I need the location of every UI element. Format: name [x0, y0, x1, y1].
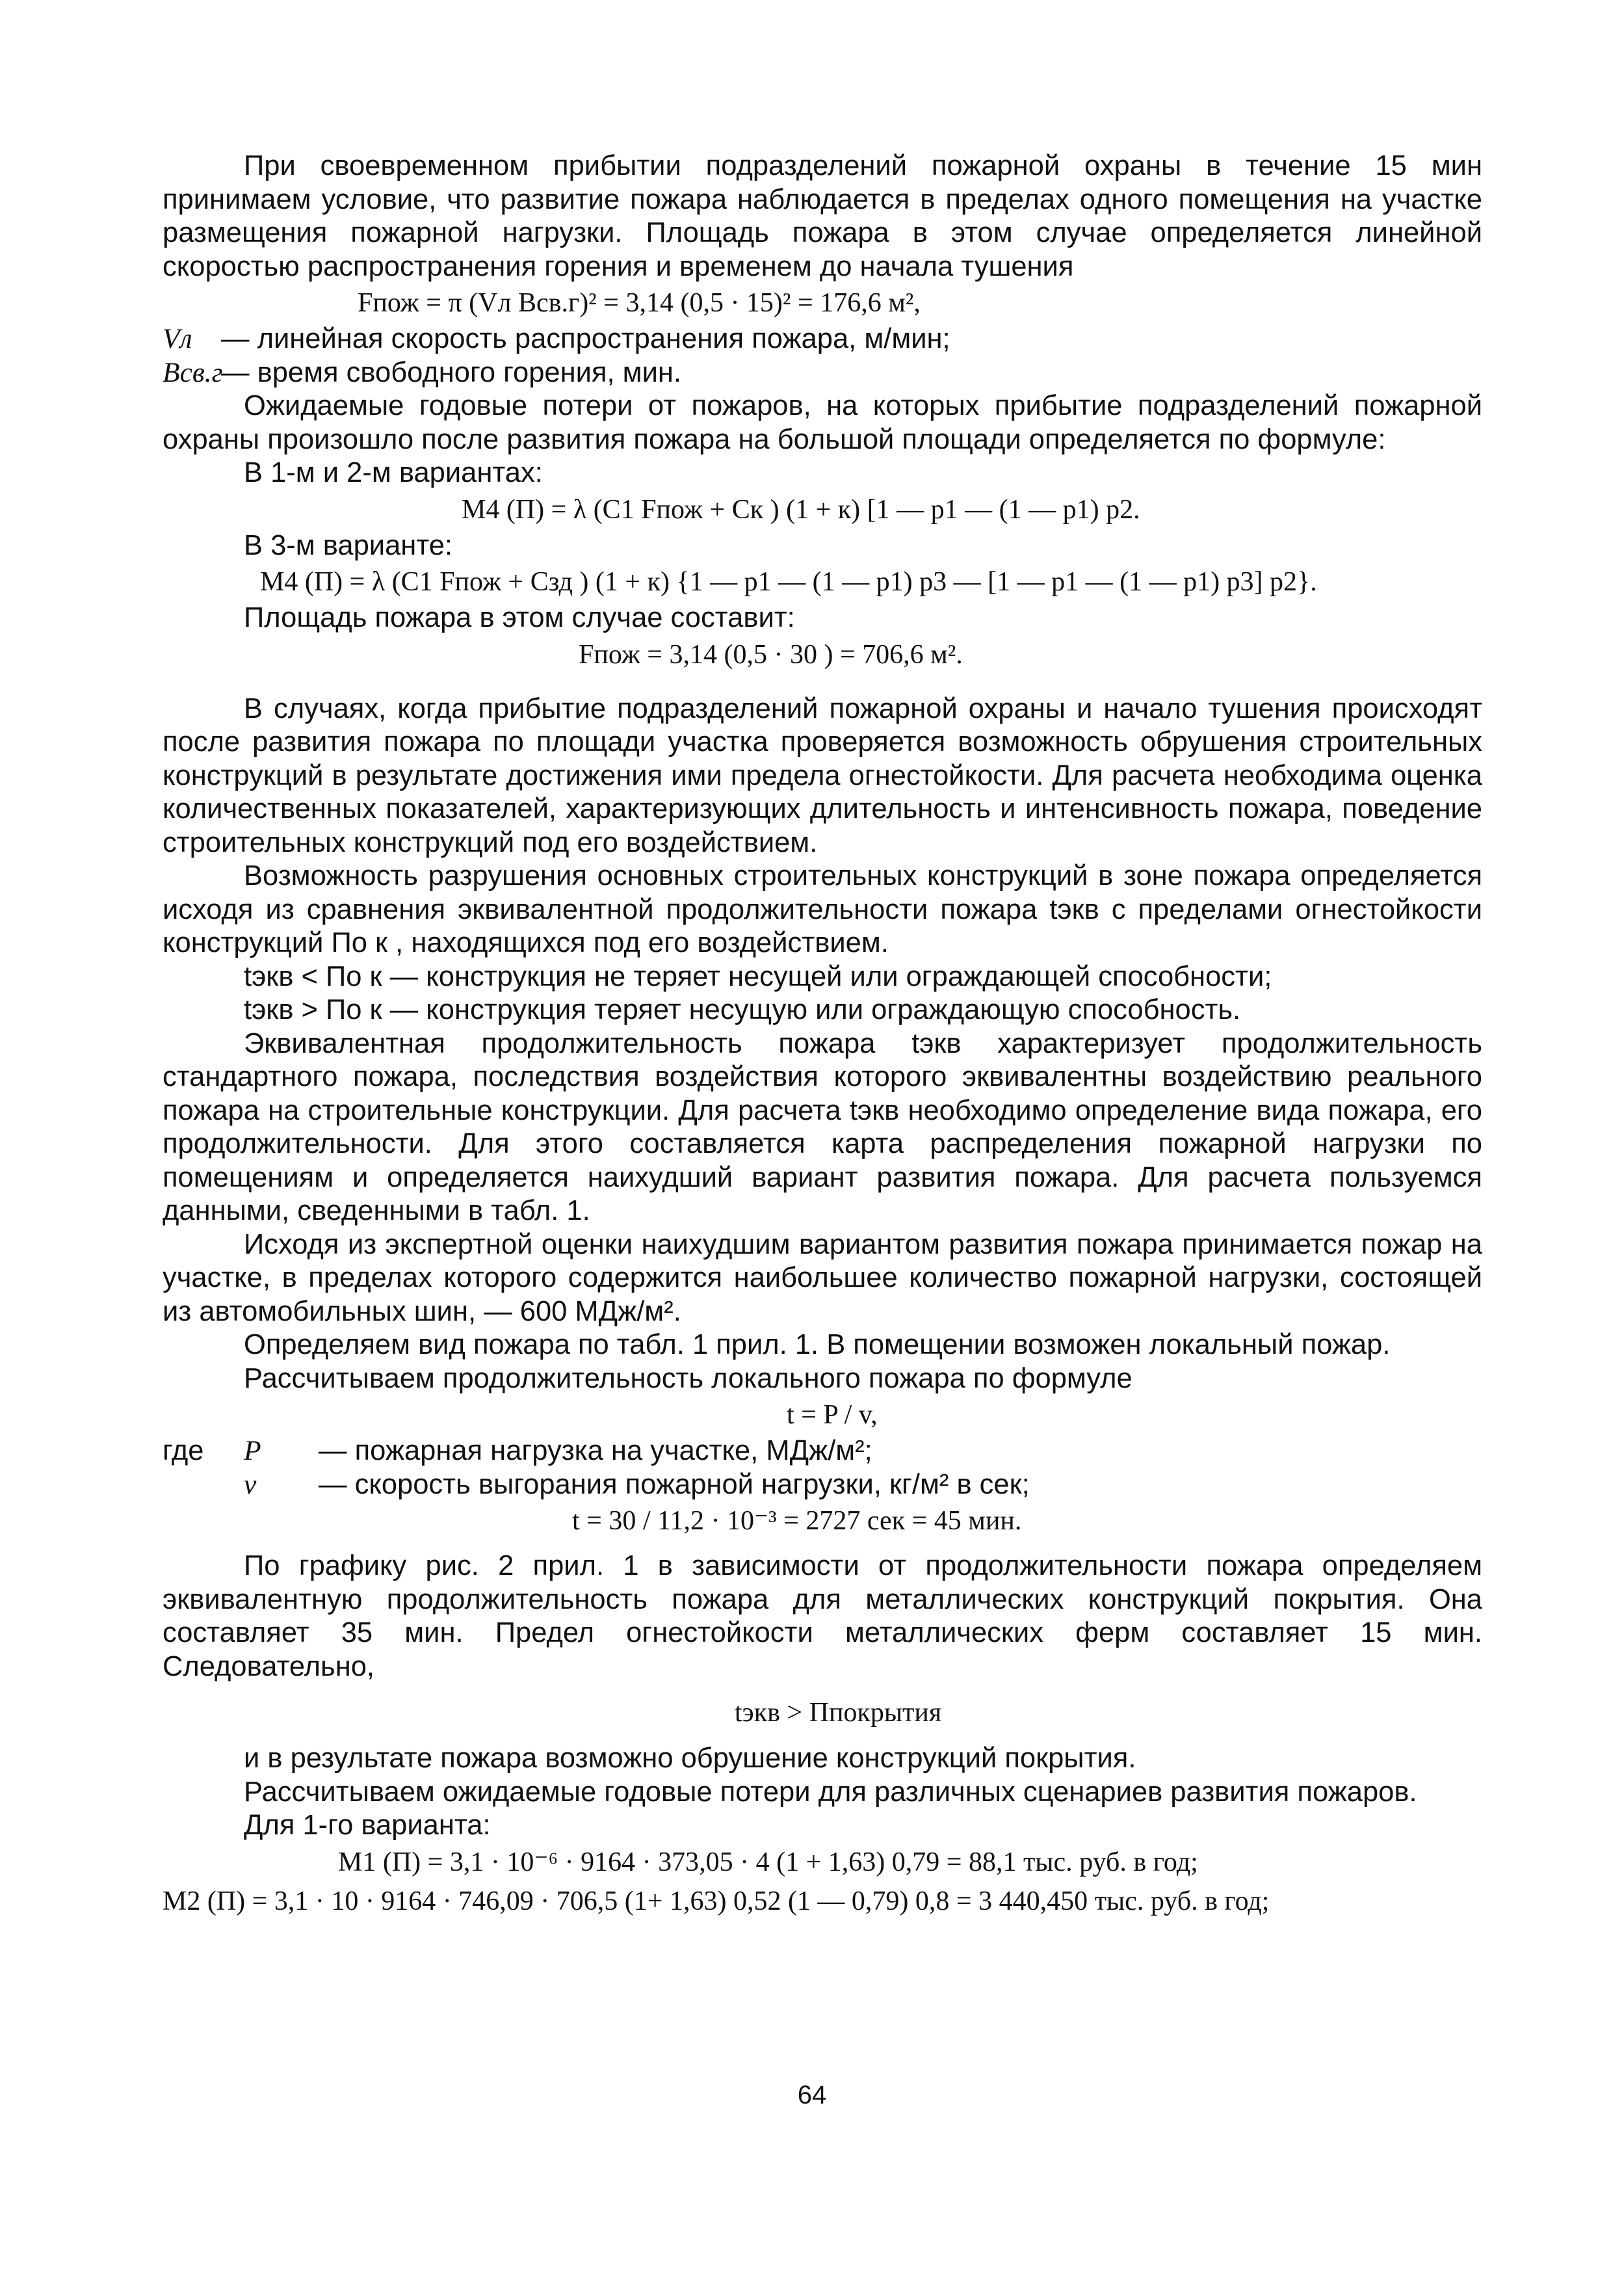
condition-lose: tэкв > По к — конструкция теряет несущую или ограждающую способность. [244, 994, 1241, 1025]
paragraph-destruction-possibility: Возможность разрушения основных строительных конструкций в зоне пожара определяется исходя из сравнения эквивалентной продолжительности пожара tэкв с пределами огнестойкости конструкций По к , находящихся под его воздействием. [163, 860, 1482, 958]
symbol-vl: Vл [163, 323, 192, 354]
definition-bsv-text: — время свободного горения, мин. [221, 356, 681, 388]
document-page [163, 150, 1482, 1921]
symbol-bsv: Всв.г [163, 356, 223, 388]
paragraph-collapse-result: и в результате пожара возможно обрушение конструкций покрытия. [244, 1743, 1136, 1774]
paragraph-variant-1: Для 1-го варианта: [244, 1810, 491, 1841]
symbol-p: P [244, 1435, 261, 1466]
paragraph-fire-area-intro: При своевременном прибытии подразделений пожарной охраны в течение 15 мин принимаем условие, что развитие пожара наблюдается в пределах одного помещения на участке размещения пожарной нагрузки. Площадь пожара в этом случае определяется линейной скоростью распространения горения и временем до начала тушения [163, 150, 1482, 282]
where-v-text: — скорость выгорания пожарной нагрузки, кг/м² в сек; [319, 1468, 1030, 1500]
paragraph-collapse-check: В случаях, когда прибытие подразделений пожарной охраны и начало тушения происходят после развития пожара по площади участка проверяется возможность обрушения строительных конструкций в результате достижения ими предела огнестойкости. Для расчета необходима оценка количественных показателей, характеризующих длительность и интенсивность пожара, поведение строительных конструкций под его воздействием. [163, 693, 1482, 858]
formula-fire-area-1: Fпож = π (Vл Всв.г)² = 3,14 (0,5 · 15)² = 176,6 м², [358, 288, 921, 318]
formula-duration: t = P / v, [787, 1400, 878, 1430]
paragraph-local-fire-duration: Рассчитываем продолжительность локального пожара по формуле [244, 1362, 1133, 1394]
formula-fire-area-2: Fпож = 3,14 (0,5 · 30 ) = 706,6 м². [579, 639, 963, 670]
where-label: где [163, 1435, 204, 1466]
formula-m2: M2 (П) = 3,1 · 10 · 9164 · 746,09 · 706,5 (1+ 1,63) 0,52 (1 — 0,79) 0,8 = 3 440,450 тыс. руб. в год; [163, 1886, 1270, 1916]
paragraph-expected-losses: Ожидаемые годовые потери от пожаров, на которых прибытие подразделений пожарной охраны произошло после развития пожара на большой площади определяется по формуле: [163, 390, 1482, 455]
definition-bsv [163, 356, 1482, 390]
formula-m4-variants-1-2: M4 (П) = λ (C1 Fпож + Cк ) (1 + к) [1 — p1 — (1 — p1) p2. [462, 494, 1140, 525]
paragraph-fire-type: Определяем вид пожара по табл. 1 прил. 1. В помещении возможен локальный пожар. [244, 1329, 1391, 1360]
where-v [163, 1468, 1482, 1502]
formula-m1: M1 (П) = 3,1 · 10⁻⁶ · 9164 · 373,05 · 4 (1 + 1,63) 0,79 = 88,1 тыс. руб. в год; [338, 1847, 1198, 1877]
paragraph-area-result: Площадь пожара в этом случае составит: [244, 602, 795, 633]
formula-comparison: tэкв > Ппокрытия [735, 1698, 942, 1728]
paragraph-variants-1-2: В 1-м и 2-м вариантах: [244, 457, 543, 488]
page-number: 64 [797, 2081, 827, 2109]
where-p-text: — пожарная нагрузка на участке, МДж/м²; [319, 1435, 872, 1466]
symbol-v: v [244, 1468, 257, 1500]
definition-vl-text: — линейная скорость распространения пожара, м/мин; [221, 323, 950, 354]
paragraph-expected-losses-scenarios: Рассчитываем ожидаемые годовые потери для различных сценариев развития пожаров. [244, 1776, 1417, 1808]
paragraph-expert-estimate: Исходя из экспертной оценки наихудшим вариантом развития пожара принимается пожар на участке, в пределах которого содержится наибольшее количество пожарной нагрузки, состоящей из автомобильных шин, — 600 МДж/м². [163, 1228, 1482, 1327]
definition-vl [163, 323, 1482, 356]
formula-duration-result: t = 30 / 11,2 · 10⁻³ = 2727 сек = 45 мин. [572, 1506, 1022, 1536]
condition-not-lose: tэкв < По к — конструкция не теряет несущей или ограждающей способности; [244, 960, 1272, 992]
formula-m4-variant-3: M4 (П) = λ (C1 Fпож + Cзд ) (1 + к) {1 — p1 — (1 — p1) p3 — [1 — p1 — (1 — p1) p3] p2}. [260, 567, 1317, 597]
where-p [163, 1434, 1482, 1468]
paragraph-equivalent-duration: Эквивалентная продолжительность пожара tэкв характеризует продолжительность стандартного пожара, последствия воздействия которого эквивалентны воздействию реального пожара на строительные конструкции. Для расчета tэкв необходимо определение вида пожара, его продолжительности. Для этого составляется карта распределения пожарной нагрузки по помещениям и определяется наихудший вариант развития пожара. Для расчета пользуемся данными, сведенными в табл. 1. [163, 1027, 1482, 1226]
paragraph-graph: По графику рис. 2 прил. 1 в зависимости от продолжительности пожара определяем эквивалентную продолжительность пожара для металлических конструкций покрытия. Она составляет 35 мин. Предел огнестойкости металлических ферм составляет 15 мин. Следовательно, [163, 1550, 1482, 1682]
paragraph-variant-3: В 3-м варианте: [244, 529, 453, 561]
